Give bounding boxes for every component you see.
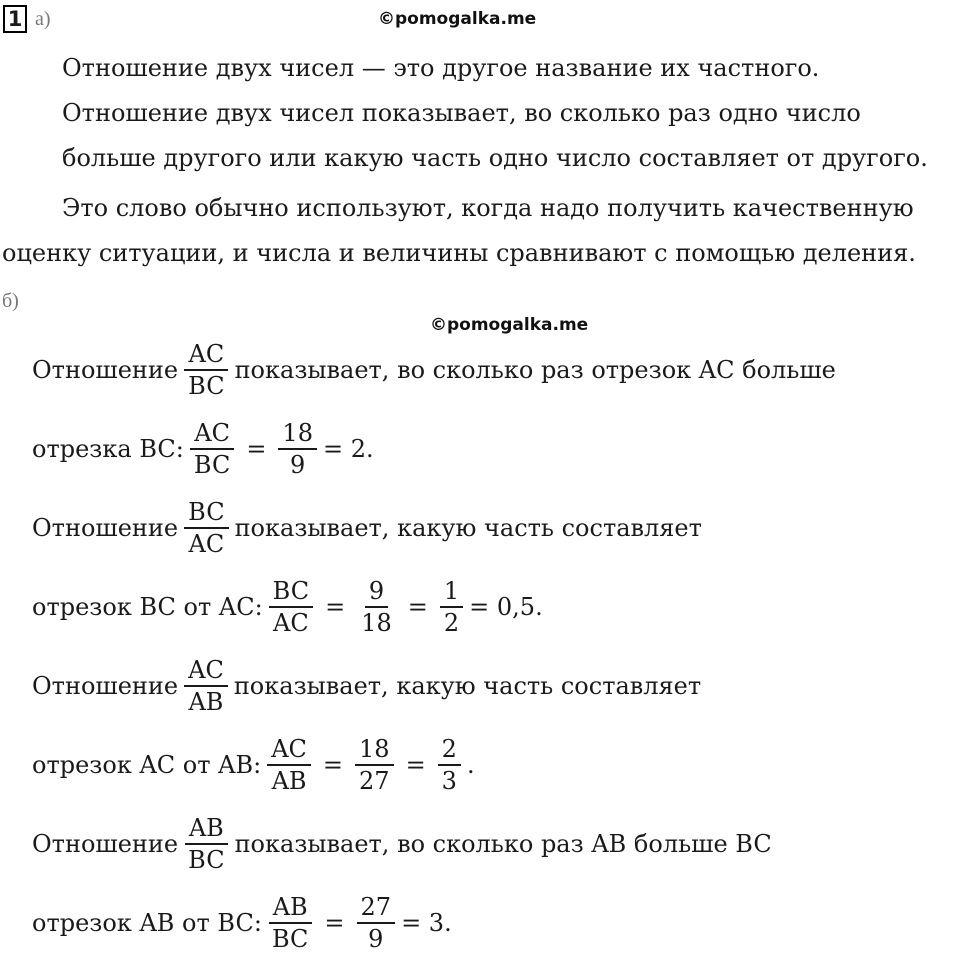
equals-sign: = — [246, 435, 267, 463]
part-b-marker: б) — [2, 290, 19, 312]
item-3-ratio-fraction — [184, 655, 228, 717]
fraction-numerator: AB — [185, 813, 228, 845]
fraction-denominator: AC — [273, 609, 309, 637]
item-4-line2-prefix: отрезок AB от BC: — [32, 909, 262, 937]
fraction-numerator: 1 — [440, 576, 463, 608]
item-2-fraction-1 — [269, 576, 313, 638]
task-number-box: 1 — [3, 5, 27, 33]
fraction-numerator: 18 — [278, 418, 317, 450]
item-4-line-1 — [32, 813, 772, 875]
fraction-denominator: AB — [188, 688, 224, 716]
item-1-result: = 2. — [322, 435, 374, 463]
item-1-line2-prefix: отрезка BC: — [32, 435, 184, 463]
item-4-fraction-2 — [357, 892, 396, 954]
item-2-ratio-fraction — [184, 497, 228, 559]
fraction-numerator: 2 — [438, 734, 461, 766]
item-1-suffix: показывает, во сколько раз отрезок AC больше — [234, 356, 836, 384]
fraction-numerator: AC — [267, 734, 311, 766]
item-2-line-2 — [32, 576, 543, 638]
item-4-prefix: Отношение — [32, 830, 179, 858]
fraction-numerator: 9 — [365, 576, 388, 608]
fraction-denominator: BC — [188, 846, 225, 874]
item-4-result: = 3. — [401, 909, 452, 937]
fraction-numerator: BC — [184, 497, 228, 529]
part-a-line-3: больше другого или какую часть одно число составляет от другого. — [62, 144, 928, 172]
part-a-line-4: Это слово обычно используют, когда надо получить качественную — [62, 194, 914, 222]
item-2-suffix: показывает, какую часть составляет — [234, 514, 702, 542]
item-2-result: = 0,5. — [469, 593, 543, 621]
item-3-result: . — [466, 751, 475, 779]
item-3-suffix: показывает, какую часть составляет — [233, 672, 702, 700]
equals-sign: = — [407, 593, 428, 621]
item-1-line-1 — [32, 339, 836, 401]
part-a-line-1: Отношение двух чисел — это другое название их частного. — [62, 54, 820, 82]
item-3-line-1 — [32, 655, 701, 717]
fraction-numerator: 27 — [357, 892, 396, 924]
fraction-numerator: 18 — [355, 734, 394, 766]
part-a-marker: а) — [35, 8, 51, 30]
item-2-prefix: Отношение — [32, 514, 179, 542]
item-3-fraction-3 — [438, 734, 461, 796]
fraction-denominator: 9 — [368, 925, 384, 953]
item-1-ratio-fraction — [184, 339, 228, 401]
watermark-middle: ©pomogalka.me — [430, 315, 589, 335]
item-2-fraction-2 — [357, 576, 396, 638]
item-3-line2-prefix: отрезок AC от AB: — [32, 751, 262, 779]
item-2-fraction-3 — [440, 576, 463, 638]
item-4-line-2 — [32, 892, 452, 954]
fraction-denominator: AB — [271, 767, 307, 795]
fraction-numerator: AB — [269, 892, 312, 924]
equals-sign: = — [322, 751, 344, 779]
part-a-line-5: оценку ситуации, и числа и величины сравнивают с помощью деления. — [2, 239, 916, 267]
fraction-denominator: 3 — [441, 767, 457, 795]
item-4-suffix: показывает, во сколько раз AB больше BC — [234, 830, 772, 858]
item-3-fraction-1 — [267, 734, 311, 796]
item-3-fraction-2 — [355, 734, 394, 796]
item-1-fraction-1 — [190, 418, 234, 480]
fraction-denominator: BC — [193, 451, 231, 479]
item-4-ratio-fraction — [184, 813, 228, 875]
fraction-denominator: BC — [271, 925, 309, 953]
equals-sign: = — [325, 593, 346, 621]
fraction-denominator: AC — [188, 530, 225, 558]
fraction-denominator: 27 — [359, 767, 390, 795]
item-1-prefix: Отношение — [32, 356, 179, 384]
equals-sign: = — [405, 751, 426, 779]
fraction-denominator: 18 — [361, 609, 392, 637]
item-1-line-2 — [32, 418, 374, 480]
fraction-denominator: 2 — [443, 609, 460, 637]
equals-sign: = — [324, 909, 345, 937]
fraction-denominator: 9 — [290, 451, 306, 479]
fraction-numerator: AC — [184, 339, 228, 371]
part-a-line-2: Отношение двух чисел показывает, во сколько раз одно число — [62, 99, 861, 127]
item-3-prefix: Отношение — [32, 672, 179, 700]
item-1-fraction-2 — [278, 418, 317, 480]
watermark-top: ©pomogalka.me — [378, 9, 537, 29]
fraction-numerator: BC — [269, 576, 313, 608]
item-2-line-1 — [32, 497, 702, 559]
fraction-numerator: AC — [190, 418, 234, 450]
item-4-fraction-1 — [268, 892, 312, 954]
item-2-line2-prefix: отрезок BC от AC: — [32, 593, 263, 621]
fraction-denominator: BC — [188, 372, 225, 400]
item-3-line-2 — [32, 734, 475, 796]
fraction-numerator: AC — [184, 655, 228, 687]
